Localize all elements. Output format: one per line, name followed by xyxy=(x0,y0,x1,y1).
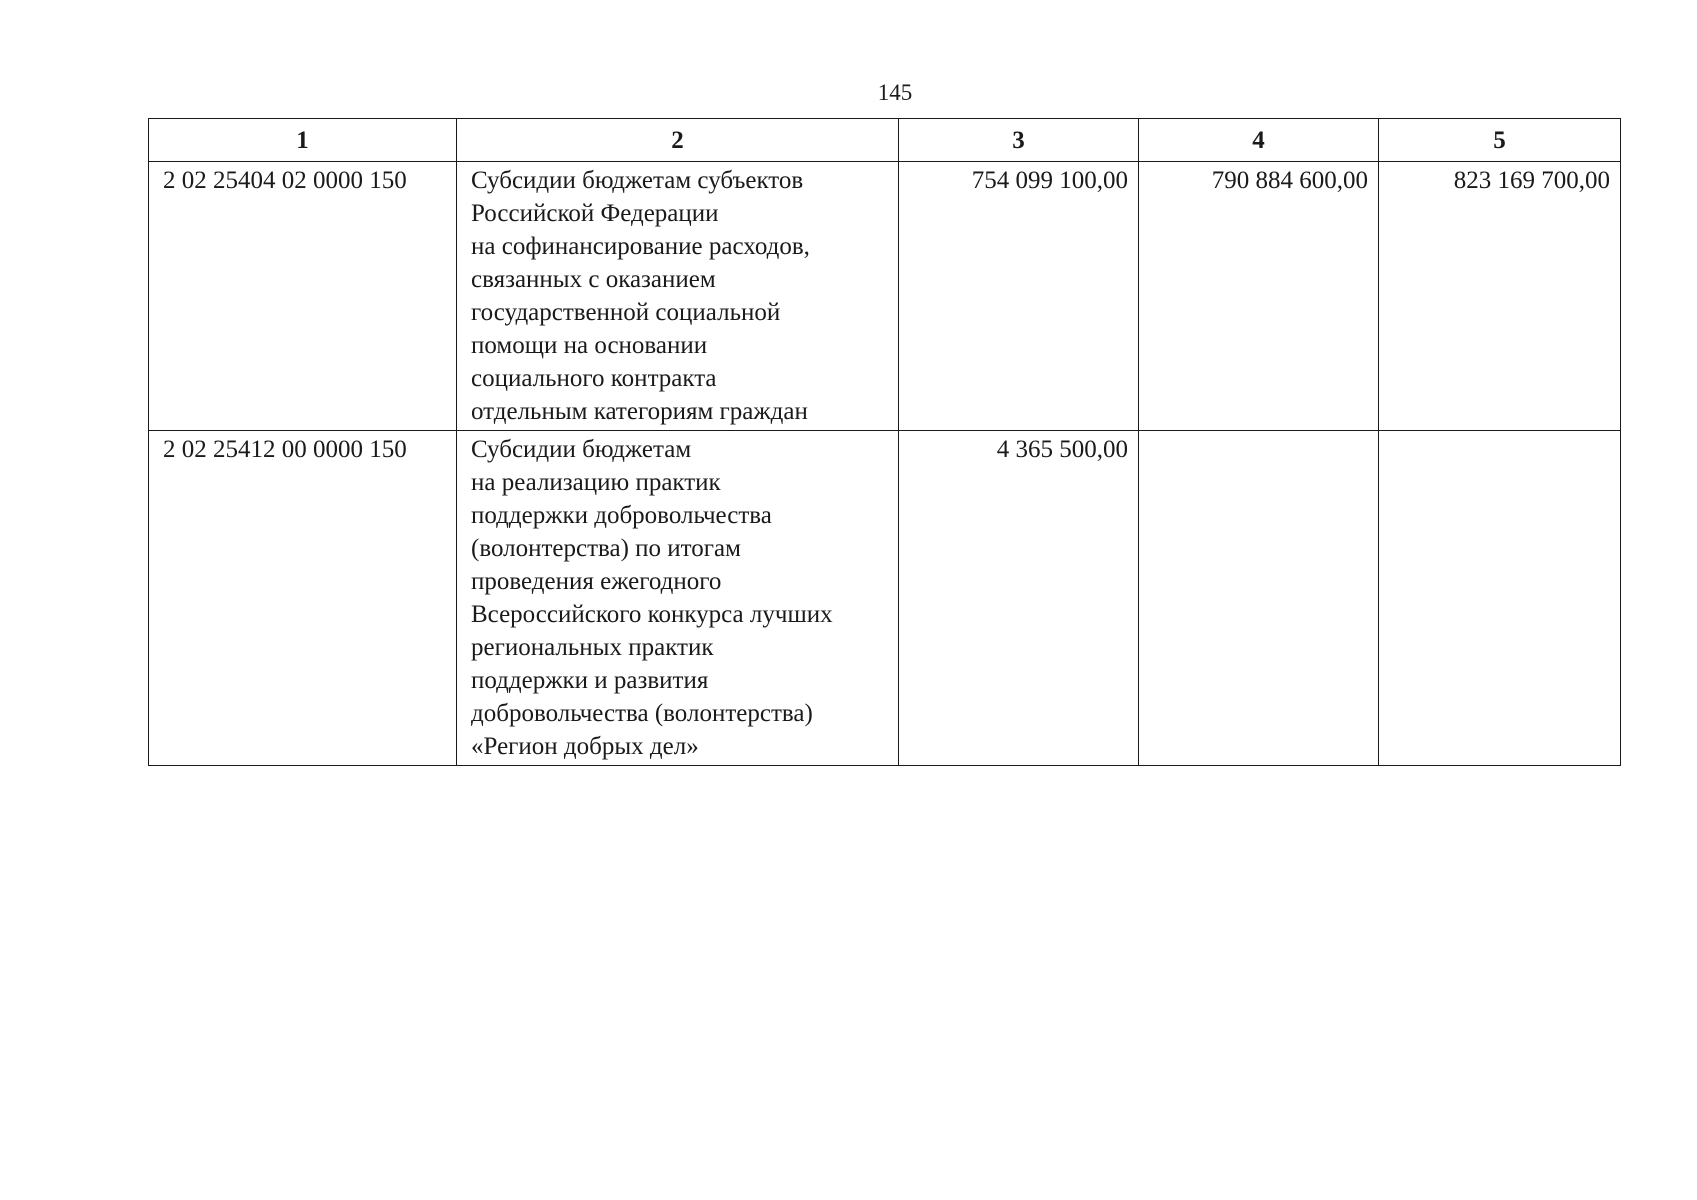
budget-code-cell: 2 02 25412 00 0000 150 xyxy=(149,431,457,766)
amount-cell-col4 xyxy=(1139,431,1379,766)
description-line: связанных с оказанием xyxy=(471,266,716,293)
table-row xyxy=(149,431,1621,766)
table-header-row xyxy=(149,119,1621,162)
page-number: 145 xyxy=(877,80,913,105)
column-header-4: 4 xyxy=(1139,119,1379,162)
amount-cell-col5: 823 169 700,00 xyxy=(1379,162,1621,431)
description-line: поддержки и развития xyxy=(471,667,709,694)
table-row xyxy=(149,162,1621,431)
description-line: поддержки добровольчества xyxy=(471,502,772,529)
description-line: проведения ежегодного xyxy=(471,568,722,595)
description-line: отдельным категориям граждан xyxy=(471,398,808,425)
description-line: (волонтерства) по итогам xyxy=(471,535,741,562)
description-line: социального контракта xyxy=(471,365,717,392)
description-line: «Регион добрых дел» xyxy=(471,733,699,760)
description-line: Субсидии бюджетам xyxy=(471,436,692,463)
column-header-3: 3 xyxy=(899,119,1139,162)
column-header-5: 5 xyxy=(1379,119,1621,162)
budget-table xyxy=(148,118,1621,766)
description-line: региональных практик xyxy=(471,634,714,661)
description-line: Всероссийского конкурса лучших xyxy=(471,601,833,628)
amount-cell-col5 xyxy=(1379,431,1621,766)
column-header-2: 2 xyxy=(457,119,899,162)
description-cell xyxy=(457,431,899,766)
description-line: государственной социальной xyxy=(471,299,781,326)
description-line: Российской Федерации xyxy=(471,200,719,227)
description-line: помощи на основании xyxy=(471,332,708,359)
amount-cell-col3: 754 099 100,00 xyxy=(899,162,1139,431)
description-line: добровольчества (волонтерства) xyxy=(471,700,813,727)
description-line: на реализацию практик xyxy=(471,469,721,496)
column-header-1: 1 xyxy=(149,119,457,162)
description-line: Субсидии бюджетам субъектов xyxy=(471,167,804,194)
budget-code-cell: 2 02 25404 02 0000 150 xyxy=(149,162,457,431)
description-cell xyxy=(457,162,899,431)
description-line: на софинансирование расходов, xyxy=(471,233,810,260)
amount-cell-col3: 4 365 500,00 xyxy=(899,431,1139,766)
amount-cell-col4: 790 884 600,00 xyxy=(1139,162,1379,431)
